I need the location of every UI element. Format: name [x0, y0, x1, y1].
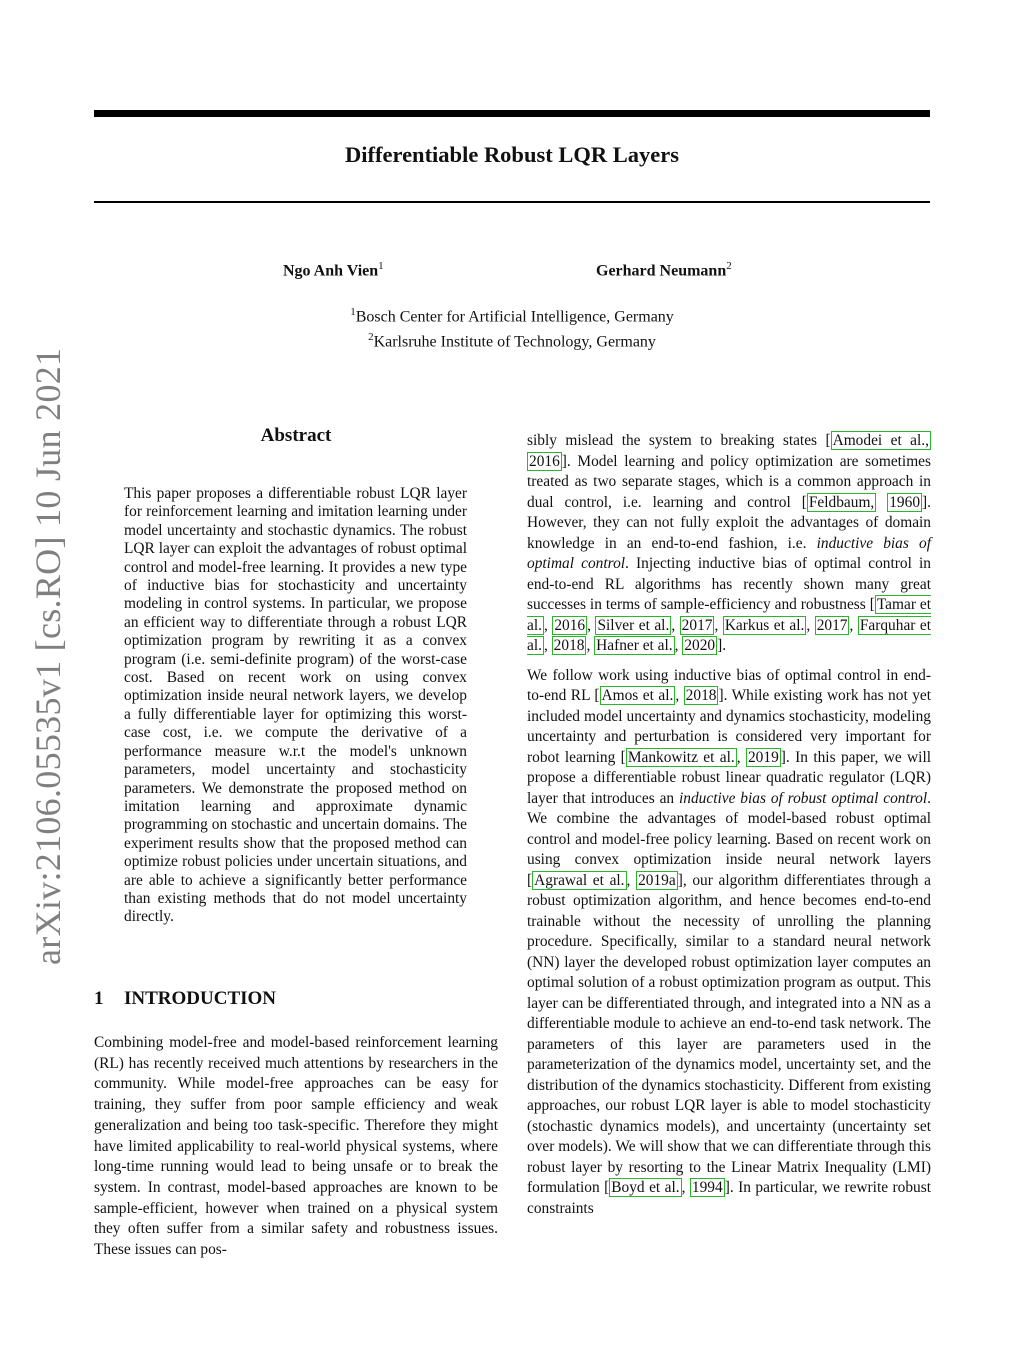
- intro-paragraph-2: We follow work using inductive bias of optimal control in end-to-end RL [ Amos et al. , 2018 ]. While existing work has not yet included model uncertainty and dynamics stochasticity, modeling uncertainty and perturbation is considered very important for robot learning [ Mankowitz et al. , 2019 ]. In this paper, we will propose a differentiable robust linear quadratic regulator (LQR) layer that introduces an inductive bias of robust optimal control. We combine the advantages of model-based robust optimal control and model-free policy learning. Based on recent work on using convex optimization inside neural network layers [ Agrawal et al. , 2019a ], our algorithm differentiates through a robust optimization algorithm, and hence becomes end-to-end trainable without the necessity of unrolling the planning procedure. Specifically, similar to a standard neural network (NN) layer the developed robust optimization layer computes an optimal solution of a robust optimization program as output. This layer can be differentiated through, and integrated into a NN as a differentiable module to achieve an end-to-end task network. The parameters of this layer are parameters used in the parameterization of the dynamics model, uncertainty set, and the distribution of the dynamics stochasticity. Different from existing approaches, our robust LQR layer is able to model stochasticity (stochastic dynamics models), and uncertainty (uncertainty set over models). We will show that we can differentiate through this robust layer by resorting to the Linear Matrix Inequality (LMI) formulation [ Boyd et al. , 1994 ]. In particular, we rewrite robust constraints: [527, 666, 932, 1217]
- citation-link[interactable]: 2019: [747, 748, 779, 766]
- affiliation-1: $^1$Bosch Center for Artificial Intelligence, Germany: [350, 306, 674, 326]
- citation-link[interactable]: 2016: [554, 616, 586, 634]
- citation-link[interactable]: Mankowitz et al.: [627, 748, 735, 766]
- arxiv-identifier: arXiv:2106.05535v1 [cs.RO] 10 Jun 2021: [28, 347, 68, 965]
- intro-left-paragraph: Combining model-free and model-based reinforcement learning (RL) has recently received much attentions by researchers in the community. While model-free approaches can be easy for training, they suffer from poor sample efficiency and weak generalization and being too task-specific. Therefore they might have limited applicability to real-world physical systems, where long-time running would lead to being unsafe or to break the system. In contrast, model-based approaches are known to be sample-efficient, however when trained on a physical system they often suffer from a similar safety and robustness issues. These issues can pos-: [94, 1034, 498, 1259]
- affiliation-2: $^2$Karlsruhe Institute of Technology, Germany: [368, 331, 656, 351]
- right-column: [527, 431, 931, 1228]
- citation-link[interactable]: Boyd et al.: [611, 1179, 680, 1196]
- citation-link[interactable]: 2020: [684, 637, 716, 654]
- author-sup: 2: [726, 260, 732, 272]
- paper-title: Differentiable Robust LQR Layers: [345, 142, 679, 167]
- emphasis-text: inductive bias of robust optimal control: [679, 789, 928, 807]
- section-number: 1: [94, 988, 104, 1009]
- section-title: INTRODUCTION: [124, 988, 277, 1009]
- author-name: Gerhard Neumann: [596, 262, 727, 280]
- section-heading: [94, 988, 276, 1010]
- author-1: [283, 260, 384, 280]
- abstract-text: This paper proposes a differentiable robust LQR layer for reinforcement learning and imitation learning under model uncertainty and stochastic dynamics. The robust LQR layer can exploit the advantages of robust optimal control and model-free learning. It provides a new type of inductive bias for stochasticity and uncertainty modeling in control systems. In particular, we propose an efficient way to differentiate through a robust LQR optimization program by rewriting it as a convex program (i.e. semi-definite program) of the worst-case cost. Based on recent work on using convex optimization inside neural network layers, we develop a fully differentiable layer for optimizing this worst-case cost, i.e. we compute the derivative of a performance measure w.r.t the model's unknown parameters, model uncertainty and stochasticity parameters. We demonstrate the proposed method on imitation learning and approximate dynamic programming on stochastic and uncertain domains. The experiment results show that the proposed method can optimize robust policies under uncertain situations, and are able to achieve a significantly better performance than existing methods that do not model uncertainty directly.: [124, 485, 467, 926]
- citation-link[interactable]: 2018: [553, 637, 585, 654]
- author-2: [596, 260, 732, 280]
- emphasis-text: inductive bias of optimal control: [527, 534, 931, 572]
- author-sup: 1: [378, 260, 384, 272]
- top-rule: [94, 110, 930, 117]
- citation-link[interactable]: Hafner et al.: [596, 637, 673, 654]
- citation-link[interactable]: Agrawal et al.: [534, 871, 625, 889]
- citation-link[interactable]: Amos et al.: [601, 687, 674, 704]
- citation-link[interactable]: 1994: [691, 1179, 723, 1196]
- citation-link[interactable]: 2018: [685, 687, 717, 704]
- citation-link[interactable]: 2017: [681, 616, 713, 634]
- citation-link[interactable]: Farquhar et al.: [527, 616, 932, 654]
- abstract-heading: Abstract: [260, 425, 332, 446]
- citation-link[interactable]: 2017: [816, 616, 848, 634]
- intro-paragraph-1: sibly mislead the system to breaking states [ Amodei et al., 2016 ]. Model learning and policy optimization are sometimes treated as two separate stages, which is a common approach in dual control, i.e. learning and control [ Feldbaum, 1960 ]. However, they can not fully exploit the advantages of domain knowledge in an end-to-end fashion, i.e. inductive bias of optimal control. Injecting inductive bias of optimal control in end-to-end RL algorithms has recently shown many great successes in terms of sample-efficiency and robustness [ Tamar et al. , 2016 , Silver et al. , 2017 , Karkus et al. , 2017 , Farquhar et al. , 2018 , Hafner et al. , 2020 ].: [527, 432, 932, 654]
- citation-link[interactable]: 2016: [529, 452, 560, 470]
- citation-link[interactable]: Tamar et al.: [527, 596, 931, 634]
- citation-link[interactable]: 2019a: [638, 871, 676, 889]
- citation-link[interactable]: Feldbaum,: [808, 493, 875, 511]
- citation-link[interactable]: 1960: [889, 493, 921, 511]
- affiliations: [94, 302, 930, 353]
- citation-link[interactable]: Silver et al.: [597, 616, 670, 634]
- author-name: Ngo Anh Vien: [283, 262, 379, 280]
- citation-link[interactable]: Amodei et al.,: [832, 432, 929, 449]
- title-rule: [94, 201, 930, 203]
- citation-link[interactable]: Karkus et al.: [724, 616, 805, 634]
